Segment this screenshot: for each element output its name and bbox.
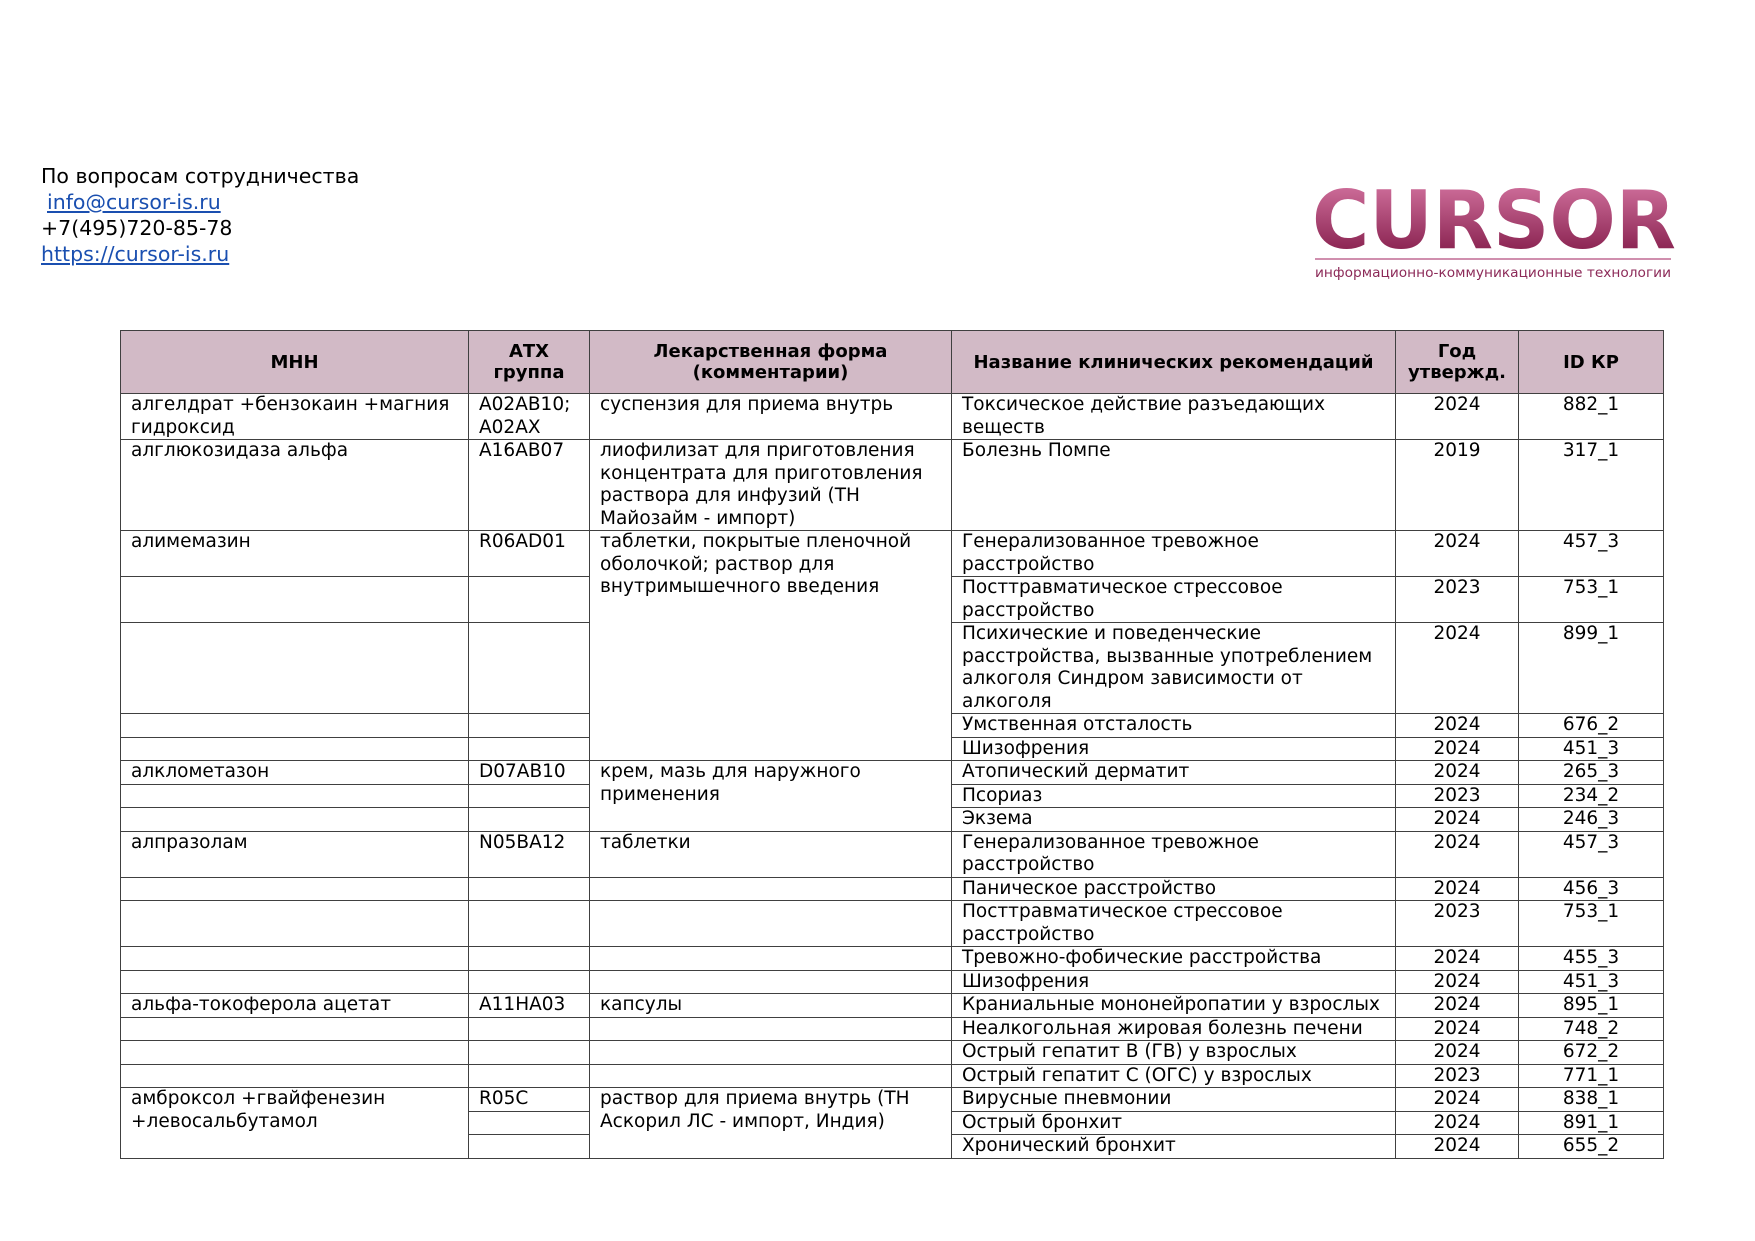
cell-form xyxy=(590,970,952,994)
table-row xyxy=(121,1064,1664,1088)
cell-year: 2024 xyxy=(1396,1041,1519,1065)
cell-atc xyxy=(469,577,590,623)
cell-atc: A16AB07 xyxy=(469,440,590,531)
cell-form: капсулы xyxy=(590,994,952,1018)
cell-year: 2024 xyxy=(1396,808,1519,832)
cell-form xyxy=(590,1017,952,1041)
cell-form xyxy=(590,877,952,901)
cell-year: 2024 xyxy=(1396,970,1519,994)
cell-atc: D07AB10 xyxy=(469,761,590,785)
cell-name: Тревожно-фобические расстройства xyxy=(952,947,1396,971)
cell-atc xyxy=(469,901,590,947)
phone-number: +7(495)720-85-78 xyxy=(41,216,233,240)
header-atc-group: АТХ группа xyxy=(469,331,590,394)
cell-id: 882_1 xyxy=(1519,394,1664,440)
cell-id: 771_1 xyxy=(1519,1064,1664,1088)
table-row xyxy=(121,1017,1664,1041)
cell-name: Психические и поведенческие расстройства, вызванные употреблением алкоголя Синдром зависимости от алкоголя xyxy=(952,623,1396,714)
cell-mnn xyxy=(121,737,469,761)
cell-atc xyxy=(469,1064,590,1088)
cell-atc xyxy=(469,1017,590,1041)
cell-id: 672_2 xyxy=(1519,1041,1664,1065)
cell-atc: A11HA03 xyxy=(469,994,590,1018)
cell-name: Неалкогольная жировая болезнь печени xyxy=(952,1017,1396,1041)
cell-id: 891_1 xyxy=(1519,1111,1664,1135)
cell-id: 265_3 xyxy=(1519,761,1664,785)
table-row xyxy=(121,761,1664,785)
cell-year: 2024 xyxy=(1396,623,1519,714)
cell-name: Болезнь Помпе xyxy=(952,440,1396,531)
table-row xyxy=(121,877,1664,901)
cell-mnn: амброксол +гвайфенезин +левосальбутамол xyxy=(121,1088,469,1159)
cell-id: 753_1 xyxy=(1519,901,1664,947)
cell-name: Шизофрения xyxy=(952,970,1396,994)
cell-atc xyxy=(469,1135,590,1159)
cell-form xyxy=(590,1064,952,1088)
cell-name: Токсическое действие разъедающих веществ xyxy=(952,394,1396,440)
cell-mnn xyxy=(121,1017,469,1041)
cell-year: 2023 xyxy=(1396,784,1519,808)
cell-id: 753_1 xyxy=(1519,577,1664,623)
cell-year: 2023 xyxy=(1396,901,1519,947)
cell-year: 2024 xyxy=(1396,1135,1519,1159)
cell-atc xyxy=(469,808,590,832)
table-row xyxy=(121,831,1664,877)
contacts-block xyxy=(41,163,359,267)
cell-mnn xyxy=(121,808,469,832)
cell-year: 2023 xyxy=(1396,1064,1519,1088)
header-recommendation-name: Название клинических рекомендаций xyxy=(952,331,1396,394)
cell-mnn: алклометазон xyxy=(121,761,469,785)
cell-id: 455_3 xyxy=(1519,947,1664,971)
table-row xyxy=(121,1041,1664,1065)
cell-year: 2024 xyxy=(1396,714,1519,738)
cell-mnn xyxy=(121,714,469,738)
contacts-heading: По вопросам сотрудничества xyxy=(41,164,360,188)
cell-form: таблетки xyxy=(590,831,952,877)
cell-year: 2024 xyxy=(1396,394,1519,440)
cell-atc: A02AB10; A02AX xyxy=(469,394,590,440)
cell-year: 2024 xyxy=(1396,737,1519,761)
cell-mnn xyxy=(121,1041,469,1065)
cell-name: Экзема xyxy=(952,808,1396,832)
cell-form: раствор для приема внутрь (ТН Аскорил ЛС - импорт, Индия) xyxy=(590,1088,952,1159)
email-link[interactable]: info@cursor-is.ru xyxy=(47,190,221,214)
cell-id: 246_3 xyxy=(1519,808,1664,832)
cell-id: 895_1 xyxy=(1519,994,1664,1018)
cell-id: 838_1 xyxy=(1519,1088,1664,1112)
table-row xyxy=(121,1088,1664,1112)
cell-atc: R05C xyxy=(469,1088,590,1112)
cell-id: 317_1 xyxy=(1519,440,1664,531)
cell-atc xyxy=(469,877,590,901)
logo-wordmark: CURSOR xyxy=(1312,176,1676,267)
cell-name: Вирусные пневмонии xyxy=(952,1088,1396,1112)
cell-atc: N05BA12 xyxy=(469,831,590,877)
cell-name: Острый бронхит xyxy=(952,1111,1396,1135)
cell-year: 2019 xyxy=(1396,440,1519,531)
cell-mnn: альфа-токоферола ацетат xyxy=(121,994,469,1018)
cell-year: 2024 xyxy=(1396,1111,1519,1135)
cell-atc: R06AD01 xyxy=(469,531,590,577)
cell-id: 456_3 xyxy=(1519,877,1664,901)
logo-tagline: информационно-коммуникационные технологии xyxy=(1315,266,1671,281)
cell-year: 2024 xyxy=(1396,877,1519,901)
cell-id: 234_2 xyxy=(1519,784,1664,808)
header-kr-id: ID КР xyxy=(1519,331,1664,394)
header-mnn: МНН xyxy=(121,331,469,394)
cell-form xyxy=(590,901,952,947)
cell-name: Краниальные мононейропатии у взрослых xyxy=(952,994,1396,1018)
cell-year: 2024 xyxy=(1396,531,1519,577)
cell-atc xyxy=(469,970,590,994)
cell-mnn xyxy=(121,901,469,947)
table-row xyxy=(121,901,1664,947)
cell-atc xyxy=(469,623,590,714)
cell-mnn: алгелдрат +бензокаин +магния гидроксид xyxy=(121,394,469,440)
cell-id: 676_2 xyxy=(1519,714,1664,738)
cell-mnn xyxy=(121,784,469,808)
cell-form: суспензия для приема внутрь xyxy=(590,394,952,440)
cell-mnn xyxy=(121,577,469,623)
cell-atc xyxy=(469,714,590,738)
cell-mnn: алпразолам xyxy=(121,831,469,877)
cell-id: 655_2 xyxy=(1519,1135,1664,1159)
cell-atc xyxy=(469,1111,590,1135)
cell-mnn xyxy=(121,947,469,971)
cell-form: крем, мазь для наружного применения xyxy=(590,761,952,832)
cell-name: Генерализованное тревожное расстройство xyxy=(952,531,1396,577)
cursor-logo xyxy=(1305,176,1695,286)
cell-id: 457_3 xyxy=(1519,831,1664,877)
cell-name: Хронический бронхит xyxy=(952,1135,1396,1159)
cell-id: 899_1 xyxy=(1519,623,1664,714)
cell-year: 2024 xyxy=(1396,761,1519,785)
table-row xyxy=(121,394,1664,440)
table-row xyxy=(121,970,1664,994)
cell-id: 451_3 xyxy=(1519,737,1664,761)
cell-year: 2024 xyxy=(1396,947,1519,971)
table-row xyxy=(121,531,1664,577)
cell-id: 457_3 xyxy=(1519,531,1664,577)
cell-year: 2024 xyxy=(1396,994,1519,1018)
cell-mnn xyxy=(121,1064,469,1088)
cell-atc xyxy=(469,1041,590,1065)
cell-name: Псориаз xyxy=(952,784,1396,808)
cell-form: лиофилизат для приготовления концентрата для приготовления раствора для инфузий (ТН Майозайм - импорт) xyxy=(590,440,952,531)
table-row xyxy=(121,440,1664,531)
cell-name: Острый гепатит С (ОГС) у взрослых xyxy=(952,1064,1396,1088)
cell-name: Посттравматическое стрессовое расстройство xyxy=(952,577,1396,623)
cell-mnn xyxy=(121,970,469,994)
cell-id: 451_3 xyxy=(1519,970,1664,994)
cell-year: 2024 xyxy=(1396,1088,1519,1112)
website-link[interactable]: https://cursor-is.ru xyxy=(41,242,230,266)
cell-name: Умственная отсталость xyxy=(952,714,1396,738)
cell-year: 2024 xyxy=(1396,831,1519,877)
header-dosage-form: Лекарственная форма (комментарии) xyxy=(590,331,952,394)
cell-name: Шизофрения xyxy=(952,737,1396,761)
header-approval-year: Год утвержд. xyxy=(1396,331,1519,394)
cell-form xyxy=(590,947,952,971)
cell-form: таблетки, покрытые пленочной оболочкой; раствор для внутримышечного введения xyxy=(590,531,952,761)
cell-mnn xyxy=(121,623,469,714)
cell-atc xyxy=(469,784,590,808)
cell-mnn: алимемазин xyxy=(121,531,469,577)
cell-year: 2023 xyxy=(1396,577,1519,623)
recommendations-table xyxy=(120,330,1664,1159)
cell-atc xyxy=(469,737,590,761)
cell-name: Посттравматическое стрессовое расстройство xyxy=(952,901,1396,947)
cell-name: Атопический дерматит xyxy=(952,761,1396,785)
table-row xyxy=(121,947,1664,971)
cell-form xyxy=(590,1041,952,1065)
cell-name: Паническое расстройство xyxy=(952,877,1396,901)
cell-name: Генерализованное тревожное расстройство xyxy=(952,831,1396,877)
cell-mnn xyxy=(121,877,469,901)
table-header-row xyxy=(121,331,1664,394)
cell-atc xyxy=(469,947,590,971)
table-row xyxy=(121,994,1664,1018)
cell-year: 2024 xyxy=(1396,1017,1519,1041)
cell-id: 748_2 xyxy=(1519,1017,1664,1041)
cell-mnn: алглюкозидаза альфа xyxy=(121,440,469,531)
cell-name: Острый гепатит В (ГВ) у взрослых xyxy=(952,1041,1396,1065)
